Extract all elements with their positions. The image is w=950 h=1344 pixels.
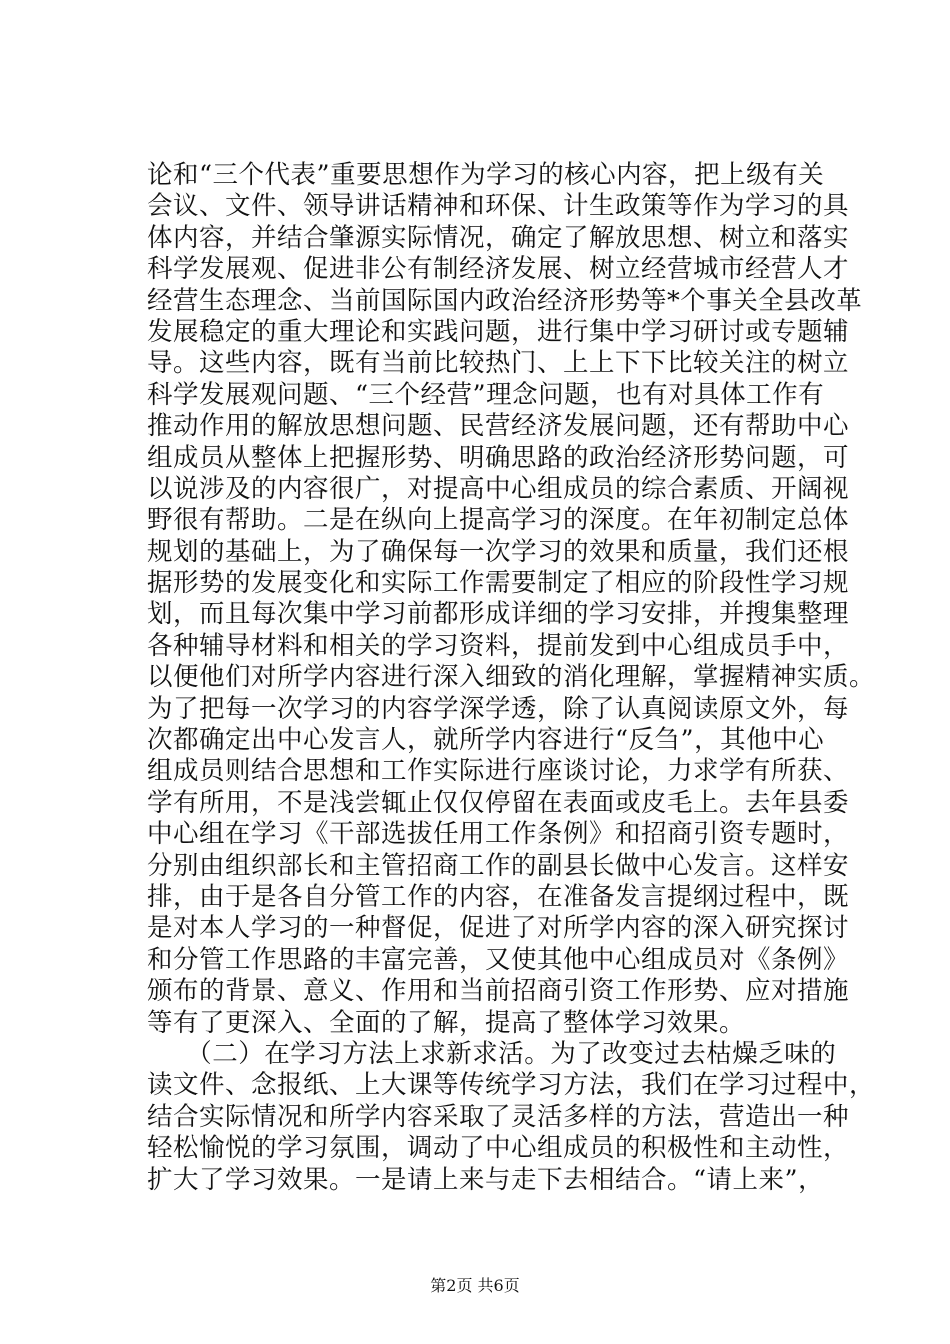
text-line: 排，由于是各自分管工作的内容，在准备发言提纲过程中，既 (147, 881, 850, 912)
text-line: 以说涉及的内容很广，对提高中心组成员的综合素质、开阔视 (147, 473, 850, 504)
text-line: 以便他们对所学内容进行深入细致的消化理解，掌握精神实质。 (147, 662, 876, 693)
text-line: 发展稳定的重大理论和实践问题，进行集中学习研讨或专题辅 (147, 316, 850, 347)
text-line: 推动作用的解放思想问题、民营经济发展问题，还有帮助中心 (147, 411, 850, 442)
text-line: 结合实际情况和所学内容采取了灵活多样的方法，营造出一种 (147, 1101, 850, 1132)
text-line: 组成员从整体上把握形势、明确思路的政治经济形势问题，可 (147, 442, 850, 473)
document-body (147, 160, 876, 1196)
text-line: 分别由组织部长和主管招商工作的副县长做中心发言。这样安 (147, 850, 850, 881)
text-line: 科学发展观、促进非公有制经济发展、树立经营城市经营人才 (147, 254, 850, 285)
text-line: 为了把每一次学习的内容学深学透，除了认真阅读原文外，每 (147, 693, 850, 724)
text-line: 科学发展观问题、“三个经营”理念问题，也有对具体工作有 (147, 379, 825, 410)
text-line: 颁布的背景、意义、作用和当前招商引资工作形势、应对措施 (147, 976, 850, 1007)
text-line: 等有了更深入、全面的了解，提高了整体学习效果。 (147, 1007, 746, 1038)
text-line: 中心组在学习《干部选拔任用工作条例》和招商引资专题时， (147, 819, 850, 850)
text-line: 经营生态理念、当前国际国内政治经济形势等*个事关全县改革 (147, 285, 863, 316)
text-line: 读文件、念报纸、上大课等传统学习方法，我们在学习过程中， (147, 1070, 876, 1101)
text-line: 学有所用，不是浅尝辄止仅仅停留在表面或皮毛上。去年县委 (147, 787, 850, 818)
text-line: 次都确定出中心发言人，就所学内容进行“反刍”，其他中心 (147, 725, 825, 756)
text-line: 是对本人学习的一种督促，促进了对所学内容的深入研究探讨 (147, 913, 850, 944)
text-line: 各种辅导材料和相关的学习资料，提前发到中心组成员手中， (147, 630, 850, 661)
text-line: 和分管工作思路的丰富完善，又使其他中心组成员对《条例》 (147, 944, 850, 975)
text-line: 导。这些内容，既有当前比较热门、上上下下比较关注的树立 (147, 348, 850, 379)
text-line: 会议、文件、领导讲话精神和环保、计生政策等作为学习的具 (147, 191, 850, 222)
text-line: 扩大了学习效果。一是请上来与走下去相结合。“请上来”， (147, 1164, 825, 1195)
text-line: 论和“三个代表”重要思想作为学习的核心内容，把上级有关 (147, 160, 825, 190)
text-line: （二）在学习方法上求新求活。为了改变过去枯燥乏味的 (147, 1038, 837, 1069)
text-line: 规划的基础上，为了确保每一次学习的效果和质量，我们还根 (147, 536, 850, 567)
text-line: 据形势的发展变化和实际工作需要制定了相应的阶段性学习规 (147, 568, 850, 599)
text-line: 轻松愉悦的学习氛围，调动了中心组成员的积极性和主动性， (147, 1133, 850, 1164)
text-line: 划，而且每次集中学习前都形成详细的学习安排，并搜集整理 (147, 599, 850, 630)
text-line: 野很有帮助。二是在纵向上提高学习的深度。在年初制定总体 (147, 505, 850, 536)
page-number: 第2页 共6页 (430, 1276, 520, 1295)
text-line: 组成员则结合思想和工作实际进行座谈讨论，力求学有所获、 (147, 756, 850, 787)
text-line: 体内容，并结合肇源实际情况，确定了解放思想、树立和落实 (147, 222, 850, 253)
page-footer (0, 1276, 950, 1296)
